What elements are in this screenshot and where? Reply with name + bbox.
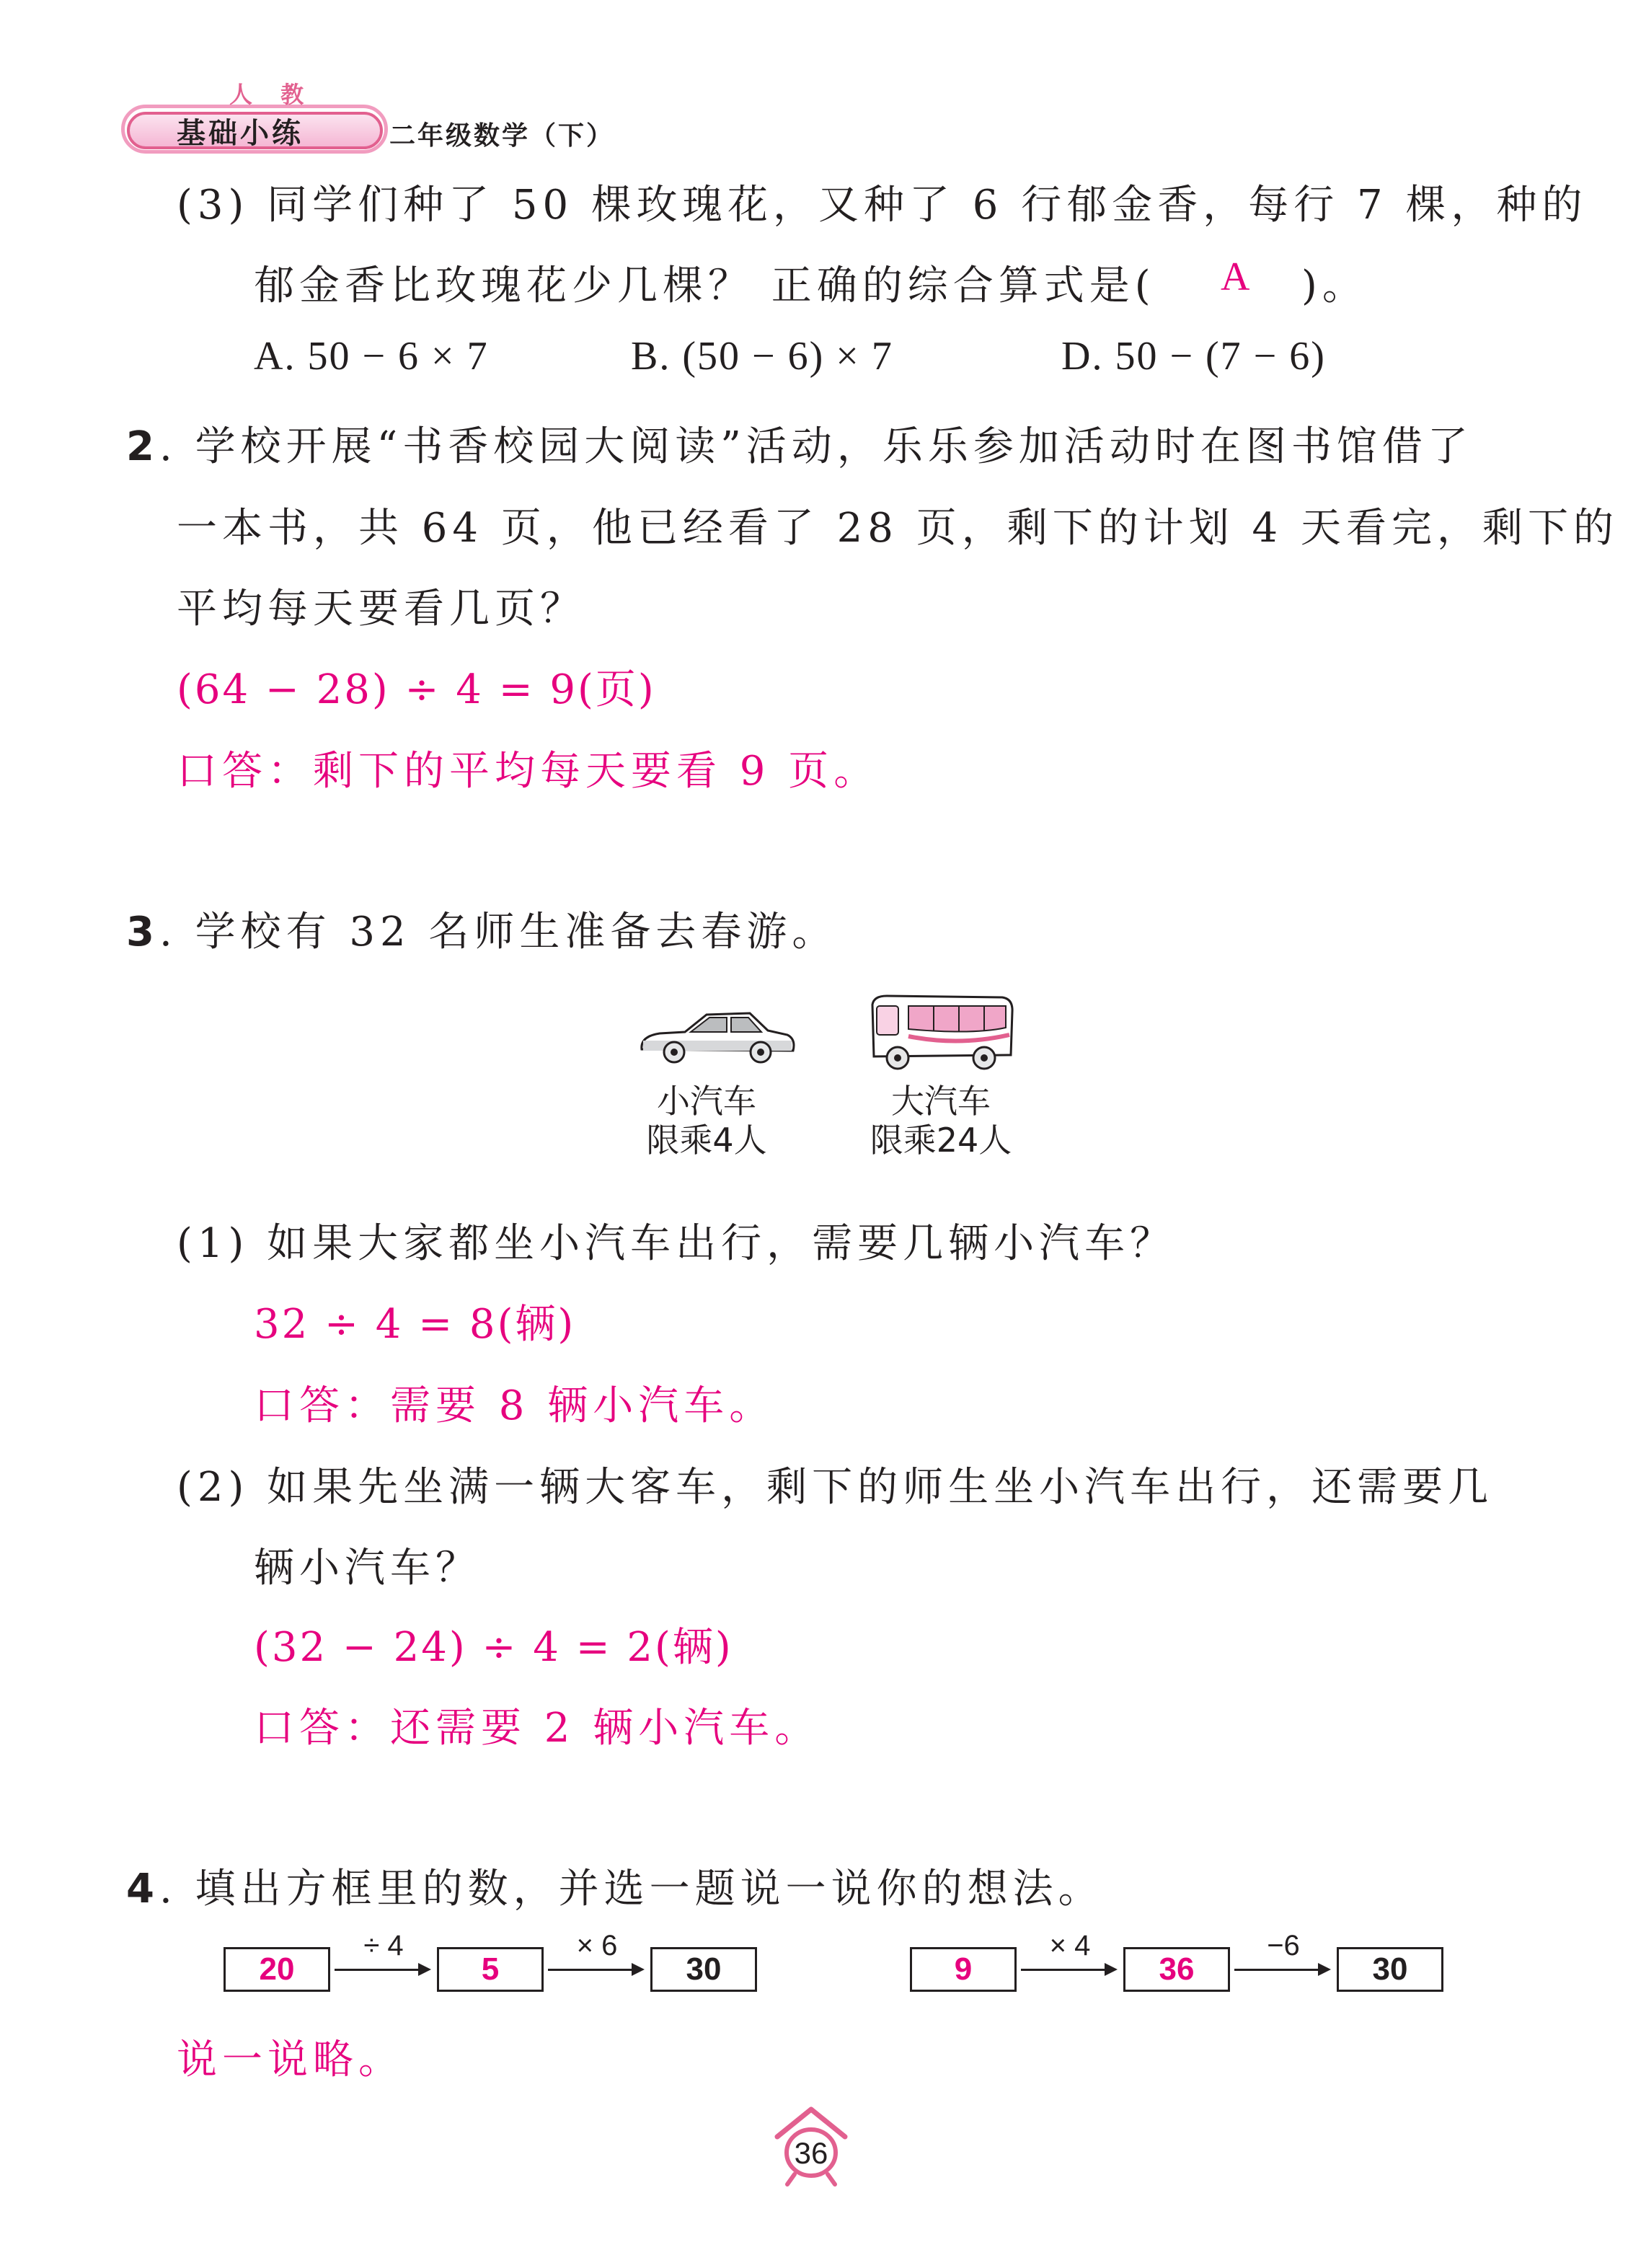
q4-number: 4: [126, 1866, 159, 1912]
page-number: 36: [794, 2136, 828, 2170]
q2-answer: 口答：剩下的平均每天要看 9 页。: [177, 748, 880, 795]
chain2-box1: 9: [910, 1947, 1017, 1992]
subject-title: 二年级数学（下）: [389, 121, 615, 151]
q3-p1-solution: 32 ÷ 4 = 8(辆): [254, 1301, 576, 1348]
q3-number: 3: [126, 909, 159, 956]
q1-3-line1: (3) 同学们种了 50 棵玫瑰花，又种了 6 行郁金香，每行 7 棵，种的: [177, 182, 1588, 229]
chain1-op2: × 6: [576, 1930, 618, 1962]
chain2-box2: 36: [1123, 1947, 1230, 1992]
bus-name: 大汽车: [891, 1082, 991, 1121]
q2-line3: 平均每天要看几页？: [177, 586, 585, 632]
q4-answer: 说一说略。: [177, 2037, 404, 2083]
chain1-box2: 5: [437, 1947, 544, 1992]
chain1-box3: 30: [650, 1947, 757, 1992]
option-a: A. 50 − 6 × 7: [254, 334, 489, 379]
chain1-arrow2: [548, 1969, 633, 1971]
chain2-op1: × 4: [1049, 1930, 1091, 1962]
q1-3-line2-prefix: 郁金香比玫瑰花少几棵？ 正确的综合算式是(: [254, 262, 1156, 309]
chain1-op1: ÷ 4: [363, 1930, 404, 1962]
q4-text: . 填出方框里的数，并选一题说一说你的想法。: [159, 1866, 1104, 1912]
q2-line2: 一本书，共 64 页，他已经看了 28 页，剩下的计划 4 天看完，剩下的: [177, 505, 1619, 552]
series-title: 基础小练: [177, 117, 304, 150]
q3-p2-question-line1: (2) 如果先坐满一辆大客车，剩下的师生坐小汽车出行，还需要几: [177, 1464, 1494, 1511]
chain1-arrow1-head: [418, 1963, 431, 1976]
chain2-arrow1-head: [1105, 1963, 1118, 1976]
bus-icon: [865, 992, 1017, 1075]
q1-3-answer: A: [1221, 255, 1255, 299]
q2-solution: (64 − 28) ÷ 4 = 9(页): [177, 666, 656, 713]
chain1-arrow2-head: [632, 1963, 645, 1976]
chain2-box3: 30: [1337, 1947, 1443, 1992]
option-d: D. 50 − (7 − 6): [1061, 334, 1326, 379]
car-icon: [634, 1006, 800, 1071]
chain1-box1: 20: [224, 1947, 330, 1992]
q1-3-line2-suffix: )。: [1301, 262, 1368, 309]
q3-p1-answer: 口答：需要 8 辆小汽车。: [254, 1382, 775, 1429]
q3-p2-question-line2: 辆小汽车？: [254, 1545, 481, 1592]
q4-line: [126, 1857, 1104, 1915]
chain2-arrow2: [1234, 1969, 1319, 1971]
car-name: 小汽车: [657, 1082, 756, 1121]
chain2-op2: −6: [1267, 1930, 1300, 1962]
q3-text: . 学校有 32 名师生准备去春游。: [159, 909, 838, 956]
q2-number: 2: [126, 423, 159, 470]
car-limit: 限乘4人: [646, 1121, 767, 1160]
chain1-arrow1: [335, 1969, 420, 1971]
q2-line1-text: . 学校开展“书香校园大阅读”活动，乐乐参加活动时在图书馆借了: [159, 423, 1473, 470]
q3-p1-question: (1) 如果大家都坐小汽车出行，需要几辆小汽车？: [177, 1220, 1176, 1267]
chain2-arrow1: [1021, 1969, 1106, 1971]
q3-p2-answer: 口答：还需要 2 辆小汽车。: [254, 1705, 820, 1752]
q2-line1: [126, 415, 1473, 472]
publisher-label: 人 教: [229, 81, 314, 108]
chain2-arrow2-head: [1318, 1963, 1331, 1976]
option-b: B. (50 − 6) × 7: [631, 334, 893, 379]
q3-p2-solution: (32 − 24) ÷ 4 = 2(辆): [254, 1624, 733, 1671]
q3-line: [126, 900, 837, 958]
bus-limit: 限乘24人: [870, 1121, 1012, 1160]
